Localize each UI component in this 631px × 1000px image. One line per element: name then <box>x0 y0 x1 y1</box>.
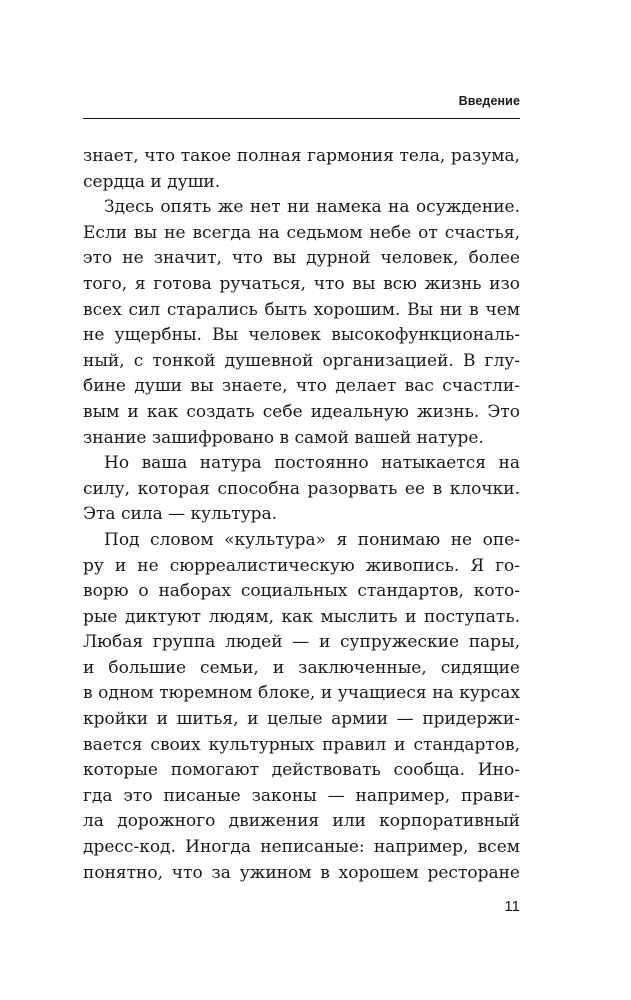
text-line: Эта сила — культура. <box>83 504 278 525</box>
text-line: дресс-код. Иногда неписаные: например, всем <box>83 837 520 858</box>
text-line: вым и как создать себе идеальную жизнь. Это <box>83 401 520 422</box>
text-line: это не значит, что вы дурной человек, более <box>83 248 520 269</box>
header-rule <box>83 118 520 119</box>
text-line: ворю о наборах социальных стандартов, кото- <box>83 581 520 602</box>
running-header-title: Введение <box>458 94 520 108</box>
text-line: и большие семьи, и заключенные, сидящие <box>83 657 520 678</box>
text-line: Но ваша натура постоянно натыкается на <box>104 453 520 474</box>
text-line: Любая группа людей — и супружеские пары, <box>83 632 520 653</box>
text-line: кройки и шитья, и целые армии — придержи- <box>83 709 520 730</box>
text-line: ный, с тонкой душевной организацией. В глу- <box>83 350 520 371</box>
text-line: рые диктуют людям, как мыслить и поступать. <box>83 606 520 627</box>
text-line: силу, которая способна разорвать ее в клочки. <box>83 478 520 499</box>
text-line: которые помогают действовать сообща. Ино- <box>83 760 520 781</box>
text-line: Если вы не всегда на седьмом небе от счастья, <box>83 222 520 243</box>
text-line: в одном тюремном блоке, и учащиеся на курсах <box>83 683 520 704</box>
text-line: знает, что такое полная гармония тела, разума, <box>83 146 520 166</box>
text-line: сердца и души. <box>83 171 221 192</box>
text-line: того, я готова ручаться, что вы всю жизнь изо <box>83 273 520 294</box>
text-line: гда это писаные законы — например, прави- <box>83 785 520 806</box>
text-line: ру и не сюрреалистическую живопись. Я го- <box>83 555 520 576</box>
text-line: ла дорожного движения или корпоративный <box>83 811 520 832</box>
text-line: знание зашифровано в самой вашей натуре. <box>83 427 484 448</box>
text-line: всех сил старались быть хорошим. Вы ни в чем <box>83 299 520 320</box>
text-line: вается своих культурных правил и стандартов, <box>83 734 520 755</box>
page-number: 11 <box>504 898 520 915</box>
text-line: бине души вы знаете, что делает вас счастли- <box>83 376 520 397</box>
body-text <box>83 144 520 886</box>
text-line: Здесь опять же нет ни намека на осуждение. <box>104 197 520 218</box>
text-line: Под словом «культура» я понимаю не опе- <box>104 529 520 550</box>
text-line: не ущербны. Вы человек высокофункциональ- <box>83 325 520 346</box>
text-line: понятно, что за ужином в хорошем ресторане <box>83 862 520 883</box>
